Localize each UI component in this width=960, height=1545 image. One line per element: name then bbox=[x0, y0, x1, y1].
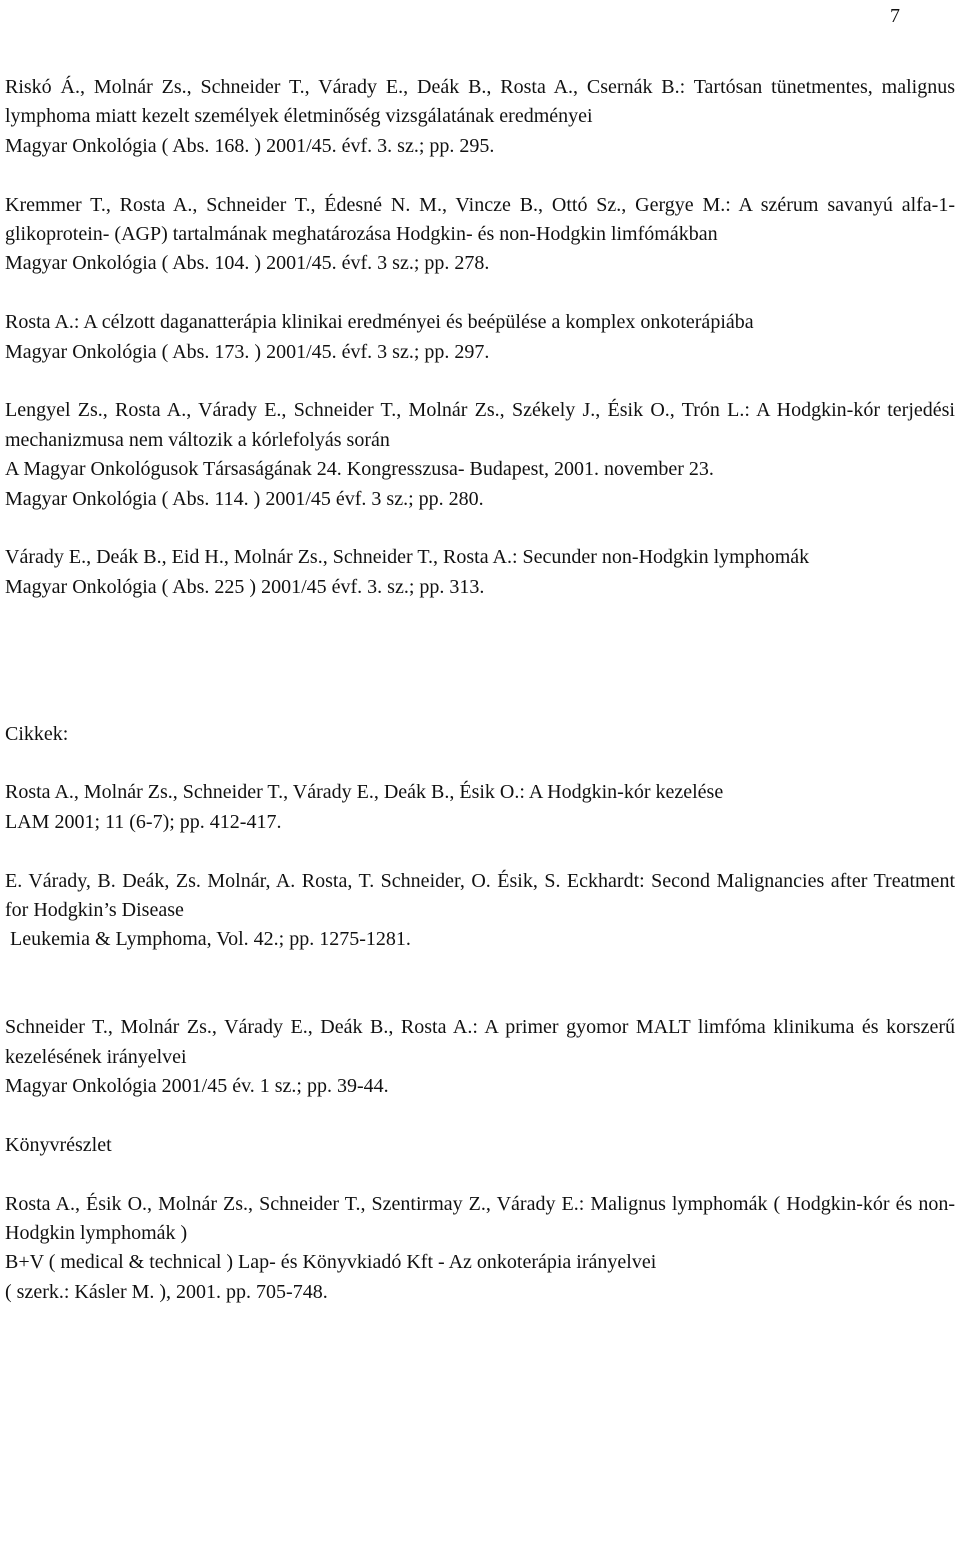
abstract-entry-5 bbox=[5, 543, 955, 602]
book-chapter-source: ( szerk.: Kásler M. ), 2001. pp. 705-748. bbox=[5, 1280, 328, 1303]
book-chapter-entry-1 bbox=[5, 1190, 955, 1308]
abstract-entry-3 bbox=[5, 308, 955, 367]
article-citation: Schneider T., Molnár Zs., Várady E., Deák B., Rosta A.: A primer gyomor MALT limfóma klinikuma és korszerű kezelésének irányelvei bbox=[5, 1016, 955, 1068]
article-source: Leukemia & Lymphoma, Vol. 42.; pp. 1275-1281. bbox=[10, 928, 411, 951]
abstract-citation: Kremmer T., Rosta A., Schneider T., Édesné N. M., Vincze B., Ottó Sz., Gergye M.: A szérum savanyú alfa-1-glikoprotein- (AGP) tartalmának meghatározása Hodgkin- és non-Hodgkin limfómákban bbox=[5, 193, 955, 246]
article-source: LAM 2001; 11 (6-7); pp. 412-417. bbox=[5, 810, 282, 833]
abstract-entry-4 bbox=[5, 396, 955, 514]
article-entry-2 bbox=[5, 867, 955, 955]
publication-list bbox=[5, 73, 955, 1337]
page-number: 7 bbox=[890, 5, 900, 27]
abstract-source: Magyar Onkológia ( Abs. 168. ) 2001/45. évf. 3. sz.; pp. 295. bbox=[5, 134, 495, 157]
abstract-source: Magyar Onkológia ( Abs. 173. ) 2001/45. évf. 3 sz.; pp. 297. bbox=[5, 340, 490, 363]
abstract-source: Magyar Onkológia ( Abs. 104. ) 2001/45. évf. 3 sz.; pp. 278. bbox=[5, 252, 490, 275]
book-chapter-publisher: B+V ( medical & technical ) Lap- és Könyvkiadó Kft - Az onkoterápia irányelvei bbox=[5, 1251, 657, 1274]
book-chapter-citation: Rosta A., Ésik O., Molnár Zs., Schneider T., Szentirmay Z., Várady E.: Malignus lymphomák ( Hodgkin-kór és non-Hodgkin lymphomák ) bbox=[5, 1192, 955, 1245]
abstract-congress: A Magyar Onkológusok Társaságának 24. Kongresszusa- Budapest, 2001. november 23. bbox=[5, 458, 714, 481]
abstract-source: Magyar Onkológia ( Abs. 114. ) 2001/45 évf. 3 sz.; pp. 280. bbox=[5, 487, 484, 510]
abstract-source: Magyar Onkológia ( Abs. 225 ) 2001/45 évf. 3. sz.; pp. 313. bbox=[5, 575, 485, 598]
article-source: Magyar Onkológia 2001/45 év. 1 sz.; pp. 39-44. bbox=[5, 1075, 389, 1098]
article-entry-1 bbox=[5, 778, 955, 837]
articles-heading: Cikkek: bbox=[5, 722, 69, 745]
abstract-citation: Rosta A.: A célzott daganatterápia klinikai eredményei és beépülése a komplex onkoterápiába bbox=[5, 311, 754, 334]
abstract-entry-1 bbox=[5, 73, 955, 161]
article-citation: E. Várady, B. Deák, Zs. Molnár, A. Rosta, T. Schneider, O. Ésik, S. Eckhardt: Second Malignancies after Treatment for Hodgkin’s Disease bbox=[5, 869, 955, 922]
abstract-citation: Lengyel Zs., Rosta A., Várady E., Schneider T., Molnár Zs., Székely J., Ésik O., Trón L.: A Hodgkin-kór terjedési mechanizmusa nem változik a kórlefolyás során bbox=[5, 399, 955, 451]
section-spacer bbox=[5, 632, 955, 720]
abstract-entry-2 bbox=[5, 191, 955, 279]
abstract-citation: Riskó Á., Molnár Zs., Schneider T., Várady E., Deák B., Rosta A., Csernák B.: Tartósan tünetmentes, malignus lymphoma miatt kezelt személyek életminőség vizsgálatának eredményei bbox=[5, 76, 955, 128]
section-spacer bbox=[5, 984, 955, 1013]
book-heading: Könyvrészlet bbox=[5, 1133, 112, 1156]
article-citation: Rosta A., Molnár Zs., Schneider T., Várady E., Deák B., Ésik O.: A Hodgkin-kór kezelése bbox=[5, 781, 724, 804]
abstract-citation: Várady E., Deák B., Eid H., Molnár Zs., Schneider T., Rosta A.: Secunder non-Hodgkin lymphomák bbox=[5, 546, 810, 569]
article-entry-3 bbox=[5, 1013, 955, 1101]
